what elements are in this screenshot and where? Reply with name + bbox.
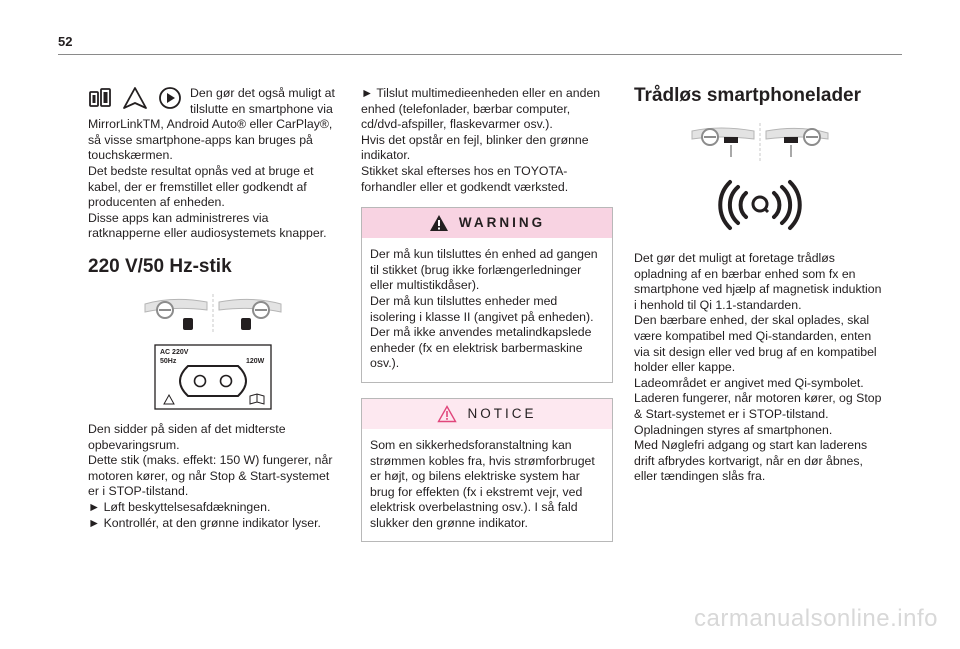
notice-triangle-icon: [437, 405, 457, 423]
qi-symbol-figure: [634, 177, 886, 233]
notice-box: [361, 398, 613, 543]
notice-title: NOTICE: [467, 406, 537, 422]
warning-text-3: Der må ikke anvendes metalindkapslede enheder (fx en elektrisk barbermaskine osv.).: [370, 325, 592, 371]
socket-label-ac: AC 220V: [160, 348, 189, 356]
socket-label-watt: 120W: [246, 357, 265, 365]
cable-text: Det bedste resultat opnås ved at bruge et kabel, der er fremstillet eller godkendt af producenten af enheden.: [88, 163, 314, 210]
column-middle: [361, 80, 613, 542]
notice-body: [362, 429, 612, 542]
socket-plate: [154, 344, 272, 410]
apps-text: Disse apps kan administreres via ratknapperne eller audiosystemets knapper.: [88, 210, 327, 241]
section-heading-wireless: Trådløs smartphonelader: [634, 85, 862, 106]
charger-location-figure: [634, 121, 886, 163]
step-connect-device: ► Tilslut multimedieenheden eller en anden enhed (telefonlader, bærbar computer, cd/dvd-afspiller, flaskevarmer osv.).: [361, 86, 601, 132]
section-heading-220v: 220 V/50 Hz-stik: [88, 255, 232, 277]
socket-label-hz: 50Hz: [160, 357, 177, 365]
step-check-indicator: ► Kontrollér, at den grønne indikator lyser.: [88, 515, 321, 530]
socket-power-text: Dette stik (maks. effekt: 150 W) fungerer, når motoren kører, og når Stop & Start-systemet er i STOP-tilstand.: [88, 453, 333, 499]
intro-text: Den gør det også muligt at tilslutte en smartphone via: [190, 86, 335, 116]
notice-text: Som en sikkerhedsforanstaltning kan strømmen kobles fra, hvis strømforbruget er højt, og bilens elektriske system har brug for effekten (fx i ekstremt vejr, ved elektrisk overbelastning osv.). I så fald slukker den grønne indikator.: [370, 437, 595, 530]
warning-title: WARNING: [458, 215, 546, 231]
column-left: [88, 80, 338, 531]
warning-text-2: Der må kun tilsluttes enheder med isolering i klasse II (angivet på enheden).: [370, 293, 594, 324]
page-number: 52: [58, 34, 73, 49]
service-text: Stikket skal efterses hos en TOYOTA-forhandler eller et godkendt værksted.: [361, 163, 569, 194]
location-text: Den sidder på siden af det midterste opbevaringsrum.: [88, 421, 286, 452]
warning-triangle-icon: [429, 214, 449, 232]
header-rule: [58, 54, 902, 55]
watermark: carmanualsonline.info: [694, 605, 938, 632]
charger-operation-text: Laderen fungerer, når motoren kører, og Stop & Start-systemet er i STOP-tilstand.: [634, 391, 882, 421]
carplay-icon: [158, 86, 182, 110]
charge-control-text: Opladningen styres af smartphonen.: [634, 422, 833, 437]
column-right: [634, 80, 886, 485]
intro-row: [88, 80, 338, 117]
android-auto-icon: [122, 86, 148, 110]
warning-text-1: Der må kun tilsluttes én enhed ad gangen til stikket (brug ikke forlængerledninger eller multistikdåser).: [370, 247, 598, 293]
charge-area-text: Ladeområdet er angivet med Qi-symbolet.: [634, 375, 864, 390]
step-lift-cover: ► Løft beskyttelsesafdækningen.: [88, 499, 271, 514]
wireless-intro-text: Det gør det muligt at foretage trådløs opladning af en bærbar enhed som fx en smartphone ved hjælp af magnetisk induktion i henhold til Qi 1.1-standarden.: [634, 251, 882, 312]
warning-header: [362, 208, 612, 238]
dashboard-location-icon: [680, 121, 840, 163]
keyless-text: Med Nøglefri adgang og start kan laderens drift afbrydes kortvarigt, når en dør åbnes, eller tændingen slås fra.: [634, 438, 868, 484]
socket-location-figure: [88, 292, 338, 334]
mirrorlink-icon: [88, 86, 112, 110]
notice-header: [362, 399, 612, 429]
warning-box: [361, 207, 613, 383]
mirrorlink-text: MirrorLinkTM, Android Auto® eller CarPlay®, så visse smartphone-apps kan bruges på touchskærmen.: [88, 117, 333, 163]
qi-compat-text: Den bærbare enhed, der skal oplades, skal være kompatibel med Qi-standarden, enten via sit design eller ved brug af en kompatibel holder eller kappe.: [634, 313, 877, 375]
socket-figure: [88, 344, 338, 410]
app-icons: [88, 86, 182, 110]
qi-wireless-icon: [710, 177, 810, 233]
dashboard-location-icon: [133, 292, 293, 334]
warning-body: [362, 238, 612, 382]
fault-text: Hvis det opstår en fejl, blinker den grønne indikator.: [361, 132, 589, 163]
